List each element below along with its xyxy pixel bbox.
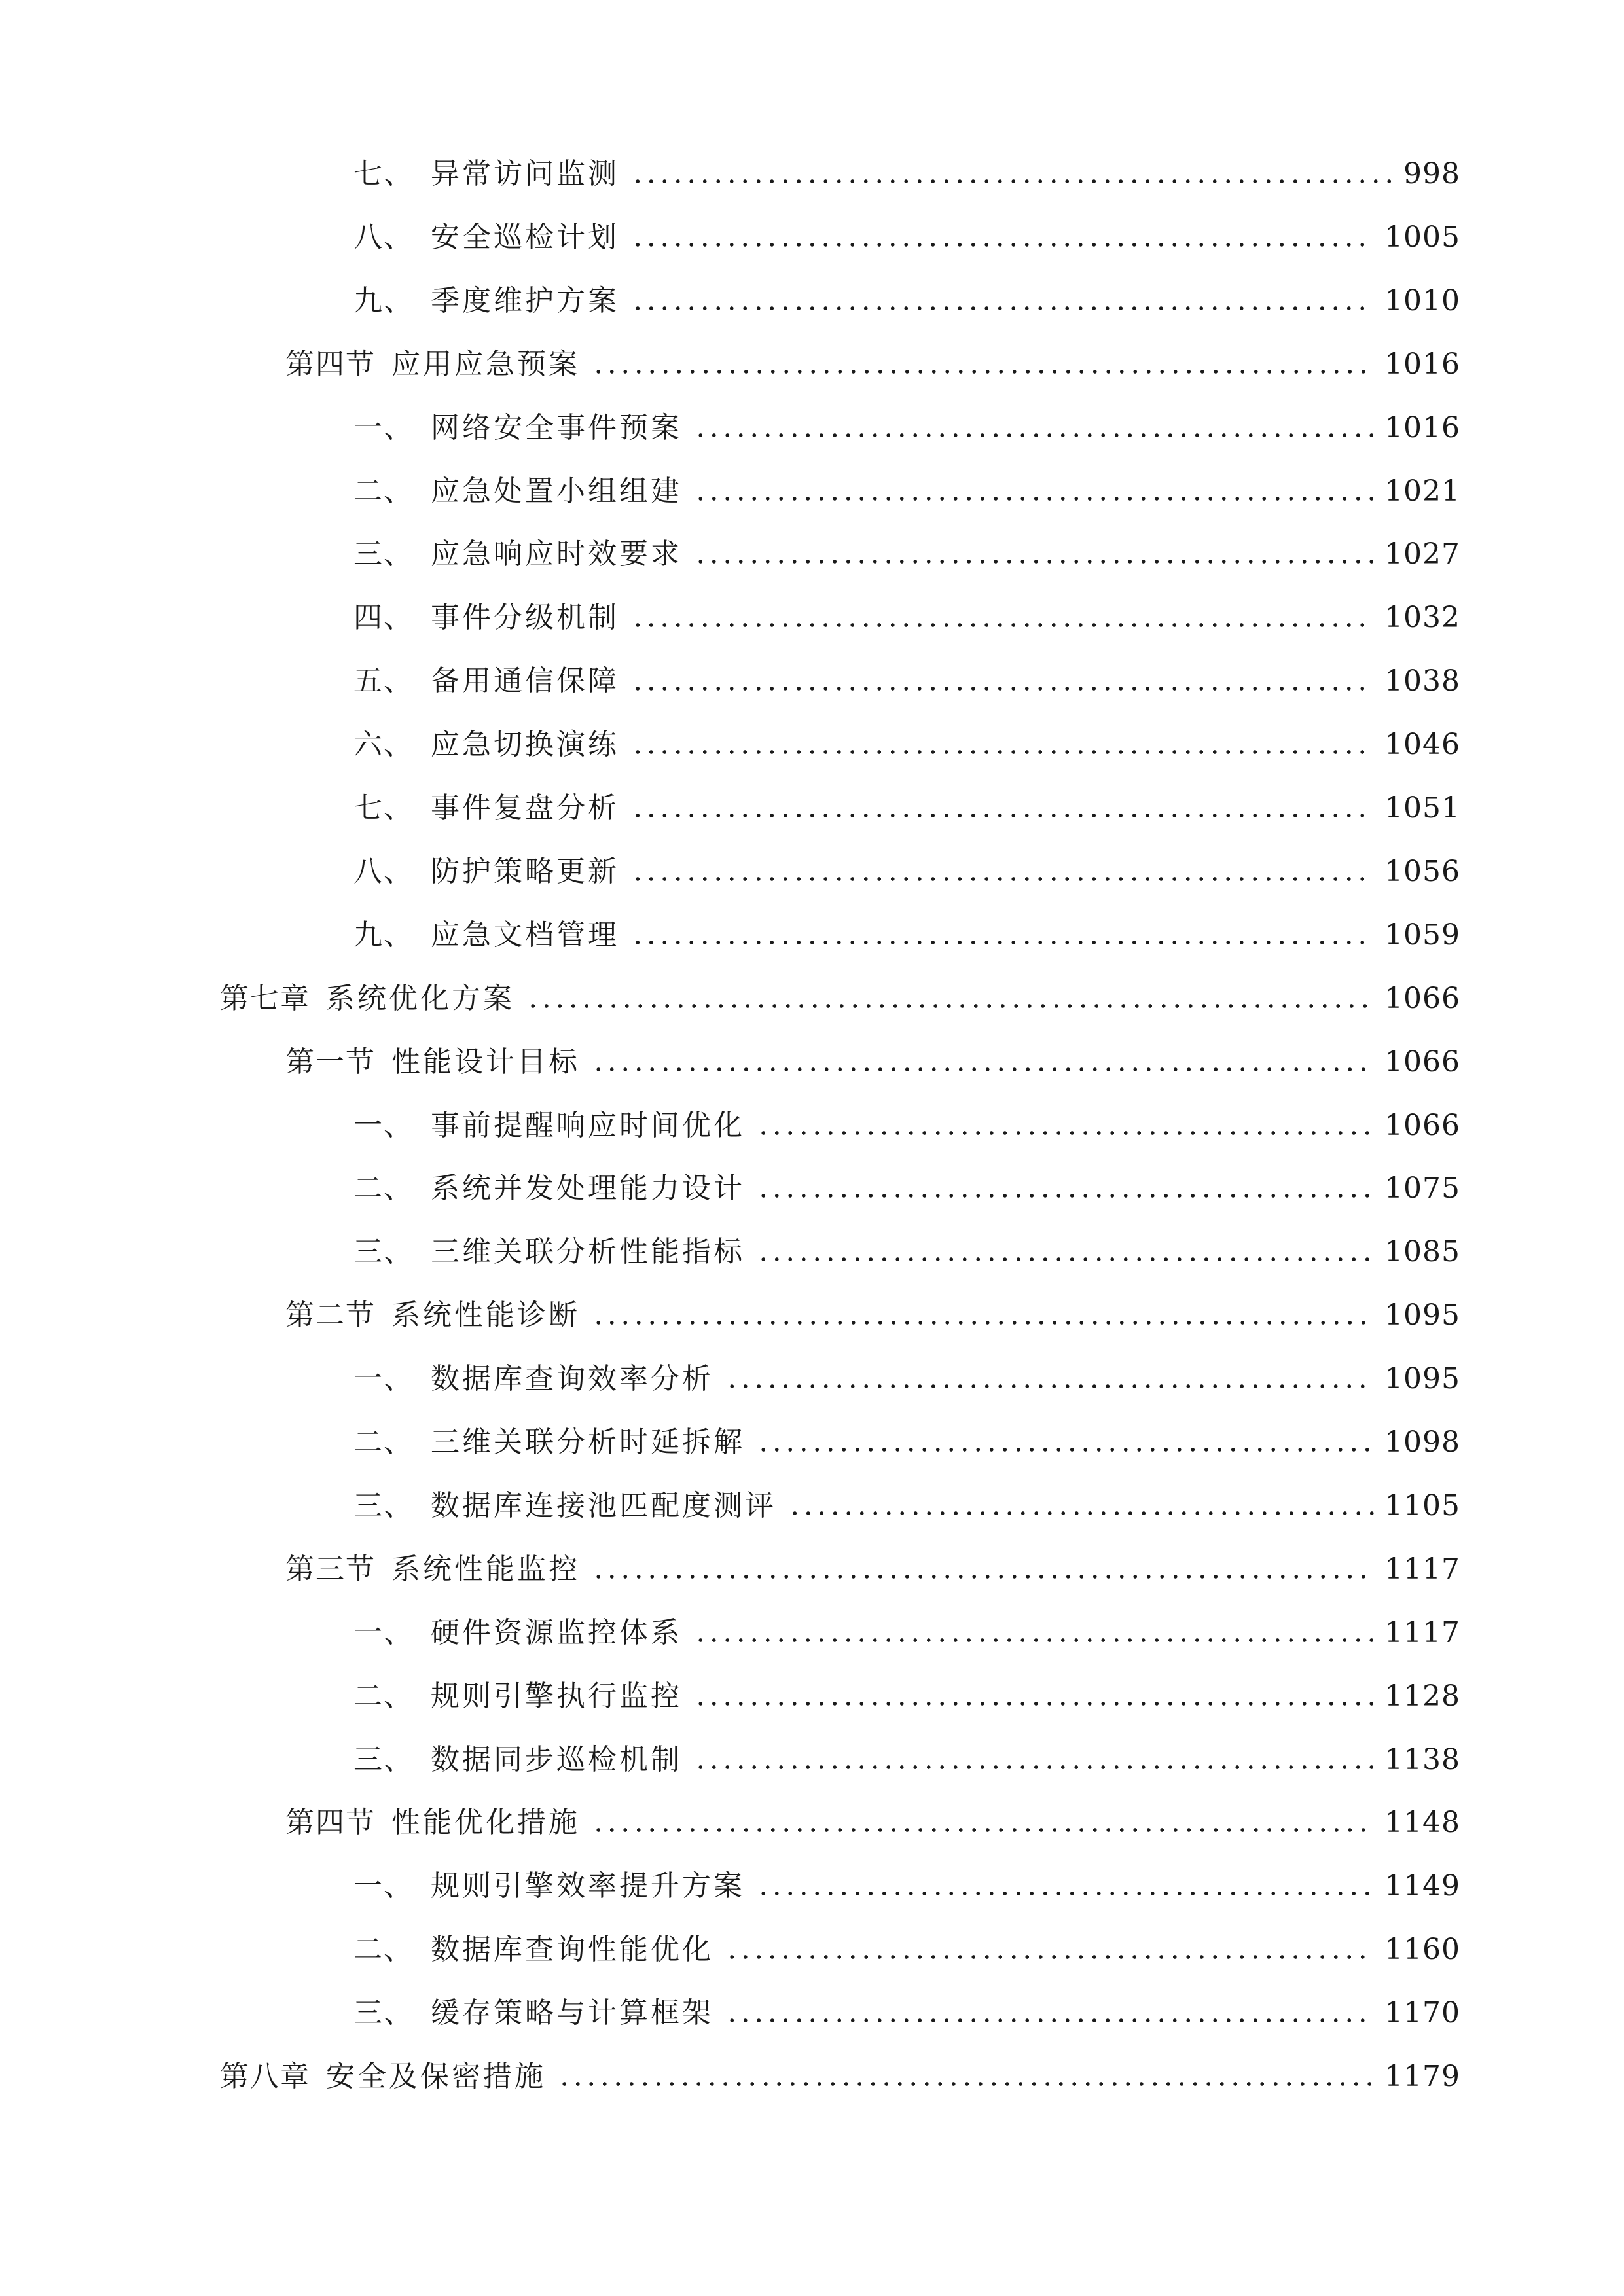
toc-entry-title: 系统优化方案 bbox=[326, 982, 514, 1015]
dot-leader bbox=[757, 1892, 1374, 1895]
toc-entry-number: 一、 bbox=[353, 1109, 414, 1142]
toc-entry[interactable] bbox=[353, 713, 1460, 759]
toc-entry[interactable] bbox=[353, 1665, 1460, 1711]
toc-entry-number: 二、 bbox=[353, 1933, 414, 1966]
toc-entry[interactable] bbox=[220, 967, 1460, 1013]
toc-entry-number: 第八章 bbox=[220, 2060, 310, 2093]
toc-entry-title: 事前提醒响应时间优化 bbox=[431, 1109, 745, 1142]
toc-entry-page: 1032 bbox=[1384, 601, 1460, 634]
toc-entry-number: 三、 bbox=[353, 1489, 414, 1522]
toc-entry-page: 1160 bbox=[1384, 1933, 1460, 1966]
toc-entry[interactable] bbox=[353, 1729, 1460, 1774]
dot-leader bbox=[631, 687, 1374, 691]
dot-leader bbox=[725, 1384, 1374, 1388]
dot-leader bbox=[558, 2082, 1374, 2086]
toc-entry-number: 二、 bbox=[353, 1426, 414, 1459]
toc-entry-title: 应急切换演练 bbox=[431, 728, 619, 761]
dot-leader bbox=[725, 2018, 1374, 2022]
toc-entry[interactable] bbox=[353, 206, 1460, 252]
dot-leader bbox=[694, 560, 1374, 564]
toc-entry[interactable] bbox=[353, 777, 1460, 823]
toc-entry-page: 1066 bbox=[1384, 1045, 1460, 1079]
toc-entry-title: 异常访问监测 bbox=[431, 157, 619, 190]
toc-entry-page: 1098 bbox=[1384, 1426, 1460, 1459]
toc-entry[interactable] bbox=[353, 904, 1460, 950]
toc-entry-number: 第二节 bbox=[285, 1299, 376, 1332]
toc-entry-number: 三、 bbox=[353, 1235, 414, 1268]
toc-entry-page: 1051 bbox=[1384, 791, 1460, 825]
toc-entry-title: 数据库查询性能优化 bbox=[431, 1933, 713, 1966]
toc-entry-title: 数据库查询效率分析 bbox=[431, 1362, 713, 1395]
toc-entry-title: 事件复盘分析 bbox=[431, 791, 619, 825]
toc-entry-page: 1056 bbox=[1384, 855, 1460, 888]
dot-leader bbox=[725, 1955, 1374, 1959]
toc-entry-title: 系统性能诊断 bbox=[391, 1299, 580, 1332]
toc-entry-number: 七、 bbox=[353, 791, 414, 825]
toc-entry-title: 备用通信保障 bbox=[431, 664, 619, 698]
toc-entry-title: 应急文档管理 bbox=[431, 918, 619, 952]
toc-entry-page: 1105 bbox=[1384, 1489, 1460, 1522]
dot-leader bbox=[631, 750, 1374, 754]
dot-leader bbox=[694, 433, 1374, 437]
toc-entry-page: 1016 bbox=[1384, 411, 1460, 444]
toc-entry-title: 季度维护方案 bbox=[431, 284, 619, 317]
dot-leader bbox=[631, 243, 1374, 247]
toc-entry[interactable] bbox=[353, 650, 1460, 696]
dot-leader bbox=[757, 1194, 1374, 1198]
toc-entry-title: 硬件资源监控体系 bbox=[431, 1616, 682, 1649]
toc-entry[interactable] bbox=[353, 1411, 1460, 1457]
toc-entry-title: 三维关联分析时延拆解 bbox=[431, 1426, 745, 1459]
toc-entry[interactable] bbox=[353, 270, 1460, 315]
dot-leader bbox=[631, 306, 1374, 310]
toc-entry[interactable] bbox=[353, 143, 1460, 188]
toc-entry-title: 应用应急预案 bbox=[391, 348, 580, 381]
toc-entry-number: 第三节 bbox=[285, 1552, 376, 1586]
toc-entry-page: 1059 bbox=[1384, 918, 1460, 952]
toc-entry-page: 1046 bbox=[1384, 728, 1460, 761]
toc-entry-page: 1128 bbox=[1384, 1679, 1460, 1713]
toc-entry[interactable] bbox=[353, 586, 1460, 632]
toc-entry-title: 性能设计目标 bbox=[391, 1045, 580, 1079]
toc-entry-page: 1085 bbox=[1384, 1235, 1460, 1268]
toc-entry-number: 三、 bbox=[353, 537, 414, 571]
toc-entry-number: 九、 bbox=[353, 284, 414, 317]
toc-entry[interactable] bbox=[353, 1475, 1460, 1520]
toc-entry-number: 九、 bbox=[353, 918, 414, 952]
dot-leader bbox=[526, 1004, 1374, 1008]
dot-leader bbox=[694, 497, 1374, 501]
toc-entry-number: 第一节 bbox=[285, 1045, 376, 1079]
toc-entry[interactable] bbox=[285, 1031, 1460, 1077]
toc-entry-title: 规则引擎执行监控 bbox=[431, 1679, 682, 1713]
toc-entry-page: 1179 bbox=[1384, 2060, 1460, 2093]
toc-entry-number: 八、 bbox=[353, 855, 414, 888]
toc-entry-title: 数据库连接池匹配度测评 bbox=[431, 1489, 776, 1522]
dot-leader bbox=[694, 1702, 1374, 1706]
dot-leader bbox=[757, 1257, 1374, 1261]
toc-entry[interactable] bbox=[353, 1157, 1460, 1203]
toc-entry[interactable] bbox=[353, 840, 1460, 886]
toc-entry-page: 1138 bbox=[1384, 1743, 1460, 1776]
toc-entry-title: 数据同步巡检机制 bbox=[431, 1743, 682, 1776]
dot-leader bbox=[592, 370, 1374, 374]
dot-leader bbox=[631, 877, 1374, 881]
toc-entry-number: 三、 bbox=[353, 1996, 414, 2030]
toc-entry[interactable] bbox=[285, 1284, 1460, 1330]
toc-entry[interactable] bbox=[353, 523, 1460, 569]
toc-entry-page: 1066 bbox=[1384, 1109, 1460, 1142]
toc-entry-page: 1148 bbox=[1384, 1806, 1460, 1839]
toc-entry-page: 1117 bbox=[1384, 1616, 1460, 1649]
toc-entry[interactable] bbox=[353, 1348, 1460, 1393]
dot-leader bbox=[631, 941, 1374, 944]
dot-leader bbox=[631, 814, 1374, 817]
dot-leader bbox=[592, 1828, 1374, 1832]
dot-leader bbox=[592, 1575, 1374, 1579]
toc-entry-title: 网络安全事件预案 bbox=[431, 411, 682, 444]
toc-entry[interactable] bbox=[285, 1538, 1460, 1584]
toc-entry-page: 998 bbox=[1403, 157, 1460, 190]
toc-entry-title: 系统性能监控 bbox=[391, 1552, 580, 1586]
toc-entry-page: 1021 bbox=[1384, 475, 1460, 508]
toc-entry-title: 系统并发处理能力设计 bbox=[431, 1172, 745, 1205]
toc-entry[interactable] bbox=[353, 397, 1460, 442]
toc-entry-number: 一、 bbox=[353, 1362, 414, 1395]
toc-entry[interactable] bbox=[353, 1918, 1460, 1964]
dot-leader bbox=[757, 1131, 1374, 1135]
dot-leader bbox=[592, 1321, 1374, 1325]
toc-entry-number: 二、 bbox=[353, 1172, 414, 1205]
toc-entry[interactable] bbox=[353, 1982, 1460, 2028]
toc-entry-title: 事件分级机制 bbox=[431, 601, 619, 634]
toc-entry-number: 一、 bbox=[353, 1616, 414, 1649]
toc-entry-page: 1016 bbox=[1384, 348, 1460, 381]
toc-entry-page: 1095 bbox=[1384, 1362, 1460, 1395]
toc-entry[interactable] bbox=[353, 1855, 1460, 1901]
toc-entry-page: 1170 bbox=[1384, 1996, 1460, 2030]
toc-entry-number: 七、 bbox=[353, 157, 414, 190]
toc-entry-page: 1095 bbox=[1384, 1299, 1460, 1332]
toc-entry-page: 1149 bbox=[1384, 1869, 1460, 1903]
toc-entry[interactable] bbox=[353, 1221, 1460, 1266]
toc-entry-page: 1066 bbox=[1384, 982, 1460, 1015]
toc-entry-number: 第四节 bbox=[285, 1806, 376, 1839]
toc-entry-number: 第七章 bbox=[220, 982, 310, 1015]
toc-entry[interactable] bbox=[285, 333, 1460, 379]
toc-entry-page: 1038 bbox=[1384, 664, 1460, 698]
toc-entry-title: 应急响应时效要求 bbox=[431, 537, 682, 571]
toc-entry-number: 一、 bbox=[353, 411, 414, 444]
dot-leader bbox=[788, 1511, 1374, 1515]
toc-entry-number: 一、 bbox=[353, 1869, 414, 1903]
toc-entry-title: 缓存策略与计算框架 bbox=[431, 1996, 713, 2030]
toc-entry-number: 第四节 bbox=[285, 348, 376, 381]
toc-entry-number: 四、 bbox=[353, 601, 414, 634]
toc-entry-title: 应急处置小组组建 bbox=[431, 475, 682, 508]
toc-entry-page: 1010 bbox=[1384, 284, 1460, 317]
toc-entry-title: 规则引擎效率提升方案 bbox=[431, 1869, 745, 1903]
toc-entry-page: 1117 bbox=[1384, 1552, 1460, 1586]
toc-entry[interactable] bbox=[353, 460, 1460, 506]
toc-entry-number: 六、 bbox=[353, 728, 414, 761]
toc-entry-number: 八、 bbox=[353, 221, 414, 254]
toc-entry-page: 1075 bbox=[1384, 1172, 1460, 1205]
toc-entry-title: 三维关联分析性能指标 bbox=[431, 1235, 745, 1268]
dot-leader bbox=[631, 623, 1374, 627]
toc-entry-page: 1027 bbox=[1384, 537, 1460, 571]
dot-leader bbox=[757, 1448, 1374, 1452]
dot-leader bbox=[592, 1067, 1374, 1071]
toc-entry-number: 五、 bbox=[353, 664, 414, 698]
dot-leader bbox=[631, 179, 1393, 183]
toc-entry-title: 防护策略更新 bbox=[431, 855, 619, 888]
toc-entry-number: 二、 bbox=[353, 475, 414, 508]
toc-entry[interactable] bbox=[220, 2045, 1460, 2091]
dot-leader bbox=[694, 1765, 1374, 1769]
toc-entry-page: 1005 bbox=[1384, 221, 1460, 254]
toc-entry-number: 三、 bbox=[353, 1743, 414, 1776]
toc-entry-title: 安全及保密措施 bbox=[326, 2060, 546, 2093]
dot-leader bbox=[694, 1638, 1374, 1642]
toc-entry-number: 二、 bbox=[353, 1679, 414, 1713]
toc-entry[interactable] bbox=[353, 1094, 1460, 1140]
toc-entry-title: 安全巡检计划 bbox=[431, 221, 619, 254]
toc-entry[interactable] bbox=[353, 1602, 1460, 1647]
toc-entry-title: 性能优化措施 bbox=[391, 1806, 580, 1839]
toc-entry[interactable] bbox=[285, 1791, 1460, 1837]
